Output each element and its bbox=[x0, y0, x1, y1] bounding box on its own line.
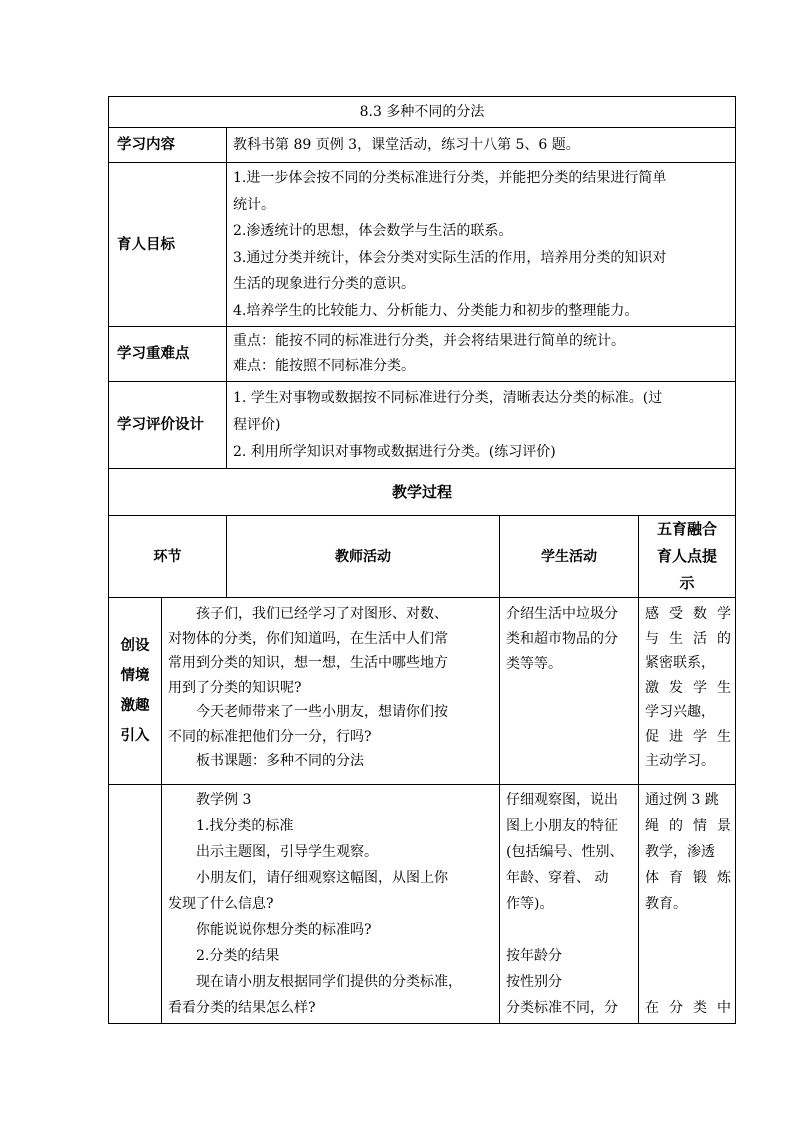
student-line: (包括编号、性别、 bbox=[506, 844, 624, 860]
lesson-title: 8.3 多种不同的分法 bbox=[109, 97, 736, 128]
student-line: 按性别分 bbox=[506, 974, 562, 990]
note-example bbox=[639, 785, 736, 1024]
keypoint-line: 难点：能按照不同标准分类。 bbox=[233, 358, 415, 374]
process-title: 教学过程 bbox=[109, 469, 736, 516]
lesson-table bbox=[108, 96, 736, 1024]
goal-line: 2.渗透统计的思想，体会数学与生活的联系。 bbox=[233, 223, 513, 239]
teacher-line: 现在请小朋友根据同学们提供的分类标准， bbox=[196, 974, 462, 990]
teacher-intro bbox=[162, 598, 500, 785]
student-example bbox=[500, 785, 639, 1024]
header-student: 学生活动 bbox=[500, 516, 639, 598]
eval-line: 1. 学生对事物或数据按不同标准进行分类，清晰表达分类的标准。(过 bbox=[233, 390, 663, 406]
teacher-line: 2.分类的结果 bbox=[196, 948, 280, 964]
note-line: 学习兴趣， bbox=[645, 704, 715, 720]
header-note-line: 育人点提 bbox=[657, 547, 718, 565]
note-line bbox=[645, 917, 731, 943]
stage-intro bbox=[109, 598, 162, 785]
student-line: 类等等。 bbox=[506, 656, 562, 672]
eval-line: 程评价) bbox=[233, 417, 281, 433]
teacher-example bbox=[162, 785, 500, 1024]
note-line bbox=[645, 969, 731, 995]
stage-line: 创设 bbox=[120, 637, 150, 654]
student-line: 类和超市物品的分 bbox=[506, 631, 618, 647]
note-line: 绳的情景 bbox=[645, 818, 732, 834]
teacher-line: 发现了什么信息? bbox=[168, 896, 274, 912]
goal-line: 统计。 bbox=[233, 196, 275, 213]
header-note bbox=[639, 516, 736, 598]
student-line bbox=[506, 917, 634, 943]
goals-text bbox=[227, 163, 736, 327]
note-line: 与生活的 bbox=[645, 630, 732, 647]
stage-line: 情境 bbox=[120, 667, 150, 684]
header-note-line: 示 bbox=[679, 574, 695, 592]
note-line: 在分类中 bbox=[645, 1000, 732, 1016]
teacher-line: 小朋友们，请仔细观察这幅图，从图上你 bbox=[196, 870, 448, 886]
teacher-line: 1.找分类的标准 bbox=[196, 818, 294, 834]
stage-line: 引入 bbox=[120, 727, 150, 744]
student-line: 图上小朋友的特征 bbox=[506, 818, 618, 834]
stage-line: 激趣 bbox=[120, 697, 150, 714]
eval-line: 2. 利用所学知识对事物或数据进行分类。(练习评价) bbox=[233, 444, 556, 460]
header-note-line: 五育融合 bbox=[657, 520, 718, 538]
teacher-line: 今天老师带来了一些小朋友，想请你们按 bbox=[196, 704, 448, 720]
note-line: 教育。 bbox=[645, 896, 687, 912]
teacher-line: 看看分类的结果怎么样? bbox=[168, 1000, 316, 1016]
teacher-line: 不同的标准把他们分一分，行吗? bbox=[168, 728, 372, 745]
goal-line: 4.培养学生的比较能力、分析能力、分类能力和初步的整理能力。 bbox=[233, 302, 639, 319]
note-line: 紧密联系， bbox=[645, 655, 715, 671]
note-line: 激发学生 bbox=[645, 679, 732, 696]
keypoints-text bbox=[227, 327, 736, 382]
teacher-line: 孩子们，我们已经学习了对图形、对数、 bbox=[196, 606, 448, 622]
student-intro bbox=[500, 598, 639, 785]
student-line: 按年龄分 bbox=[506, 948, 562, 964]
note-line: 促进学生 bbox=[645, 728, 732, 745]
content-text: 教科书第 89 页例 3，课堂活动，练习十八第 5、6 题。 bbox=[227, 128, 736, 163]
teacher-line: 出示主题图，引导学生观察。 bbox=[196, 844, 378, 860]
goal-line: 3.通过分类并统计，体会分类对实际生活的作用，培养用分类的知识对 bbox=[233, 249, 667, 266]
header-stage: 环节 bbox=[109, 516, 227, 598]
student-line: 分类标准不同，分 bbox=[506, 1000, 618, 1016]
student-line: 介绍生活中垃圾分 bbox=[506, 606, 618, 622]
note-line: 教学，渗透 bbox=[645, 844, 715, 860]
teacher-line: 教学例 3 bbox=[196, 792, 252, 808]
teacher-line: 你能说说你想分类的标准吗? bbox=[196, 922, 372, 938]
goals-label: 育人目标 bbox=[109, 163, 227, 327]
goal-line: 生活的现象进行分类的意识。 bbox=[233, 276, 415, 292]
header-teacher: 教师活动 bbox=[227, 516, 500, 598]
teacher-line: 对物体的分类，你们知道吗，在生活中人们常 bbox=[168, 630, 448, 647]
stage-example bbox=[109, 785, 162, 1024]
lesson-plan bbox=[108, 96, 735, 1024]
eval-label: 学习评价设计 bbox=[109, 382, 227, 469]
keypoint-line: 重点：能按不同的标准进行分类，并会将结果进行简单的统计。 bbox=[233, 333, 625, 349]
note-line bbox=[645, 943, 731, 969]
eval-text bbox=[227, 382, 736, 469]
keypoints-label: 学习重难点 bbox=[109, 327, 227, 382]
student-line: 年龄、穿着、 动 bbox=[506, 870, 609, 886]
teacher-line: 板书课题：多种不同的分法 bbox=[196, 753, 364, 769]
teacher-line: 用到了分类的知识呢? bbox=[168, 679, 302, 696]
note-line: 感受数学 bbox=[645, 606, 732, 622]
note-intro bbox=[639, 598, 736, 785]
goal-line: 1.进一步体会按不同的分类标准进行分类，并能把分类的结果进行简单 bbox=[233, 170, 667, 186]
teacher-line: 常用到分类的知识，想一想，生活中哪些地方 bbox=[168, 655, 448, 671]
student-line: 作等)。 bbox=[506, 896, 554, 912]
content-label: 学习内容 bbox=[109, 128, 227, 163]
note-line: 通过例 3 跳 bbox=[645, 792, 719, 808]
note-line: 主动学习。 bbox=[645, 753, 715, 769]
note-line: 体育锻炼 bbox=[645, 870, 732, 886]
student-line: 仔细观察图，说出 bbox=[506, 792, 618, 808]
